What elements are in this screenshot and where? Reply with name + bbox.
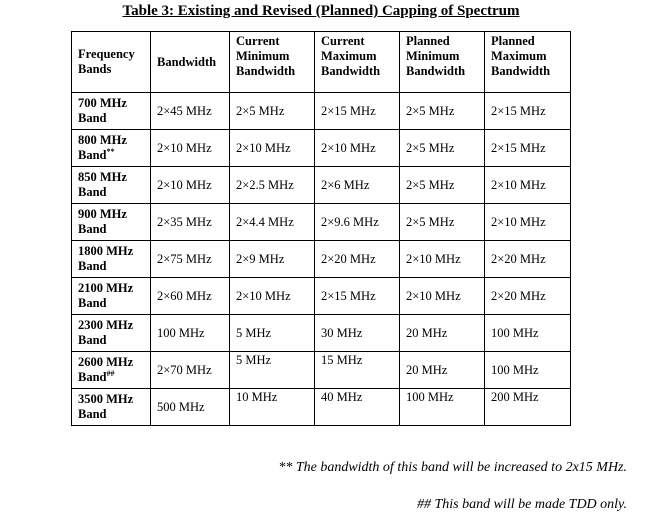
current-min-cell: 2×4.4 MHz — [230, 204, 315, 241]
band-name: 800 MHz Band — [78, 133, 127, 162]
bandwidth-cell: 2×70 MHz — [151, 352, 230, 389]
band-name: 700 MHz Band — [78, 96, 127, 125]
planned-min-cell: 2×10 MHz — [400, 278, 485, 315]
spectrum-capping-table — [71, 31, 571, 426]
current-min-cell: 2×10 MHz — [230, 130, 315, 167]
planned-max-cell: 2×10 MHz — [485, 167, 571, 204]
planned-min-cell: 2×5 MHz — [400, 130, 485, 167]
band-name: 2600 MHz Band — [78, 355, 134, 384]
current-max-cell: 2×10 MHz — [315, 130, 400, 167]
planned-min-cell: 2×5 MHz — [400, 204, 485, 241]
current-min-cell: 5 MHz — [230, 315, 315, 352]
band-cell — [72, 167, 151, 204]
table-row — [72, 241, 571, 278]
current-max-cell: 2×15 MHz — [315, 93, 400, 130]
band-name: 850 MHz Band — [78, 170, 127, 199]
header-current-minimum: Current Minimum Bandwidth — [230, 32, 315, 93]
table-row — [72, 204, 571, 241]
footnote-double-hash: ## This band will be made TDD only. — [416, 497, 627, 512]
current-max-cell: 2×6 MHz — [315, 167, 400, 204]
band-name: 1800 MHz Band — [78, 244, 134, 273]
planned-max-cell: 2×15 MHz — [485, 93, 571, 130]
band-cell — [72, 278, 151, 315]
footnote-double-asterisk: ** The bandwidth of this band will be increased to 2x15 MHz. — [278, 460, 627, 475]
header-planned-minimum: Planned Minimum Bandwidth — [400, 32, 485, 93]
header-frequency-bands: Frequency Bands — [72, 32, 151, 93]
table-row — [72, 93, 571, 130]
bandwidth-cell: 2×35 MHz — [151, 204, 230, 241]
bandwidth-cell: 100 MHz — [151, 315, 230, 352]
band-cell — [72, 130, 151, 167]
footnote-mark: ** — [106, 146, 115, 156]
table-row — [72, 352, 571, 389]
planned-min-cell: 2×5 MHz — [400, 167, 485, 204]
footnote-mark: ## — [106, 368, 115, 378]
planned-max-cell: 2×20 MHz — [485, 278, 571, 315]
current-min-cell: 2×10 MHz — [230, 278, 315, 315]
bandwidth-cell: 2×60 MHz — [151, 278, 230, 315]
current-min-cell: 5 MHz — [230, 352, 315, 389]
band-name: 900 MHz Band — [78, 207, 127, 236]
planned-min-cell: 20 MHz — [400, 315, 485, 352]
band-name: 3500 MHz Band — [78, 392, 134, 421]
planned-max-cell: 2×10 MHz — [485, 204, 571, 241]
bandwidth-cell: 2×45 MHz — [151, 93, 230, 130]
table-row — [72, 315, 571, 352]
table-row — [72, 130, 571, 167]
current-max-cell: 2×9.6 MHz — [315, 204, 400, 241]
current-max-cell: 2×20 MHz — [315, 241, 400, 278]
bandwidth-cell: 2×75 MHz — [151, 241, 230, 278]
current-min-cell: 2×2.5 MHz — [230, 167, 315, 204]
bandwidth-cell: 2×10 MHz — [151, 130, 230, 167]
planned-max-cell: 2×20 MHz — [485, 241, 571, 278]
band-name: 2300 MHz Band — [78, 318, 134, 347]
current-min-cell: 10 MHz — [230, 389, 315, 426]
table-row — [72, 167, 571, 204]
header-bandwidth: Bandwidth — [151, 32, 230, 93]
planned-min-cell: 20 MHz — [400, 352, 485, 389]
planned-min-cell: 100 MHz — [400, 389, 485, 426]
planned-min-cell: 2×5 MHz — [400, 93, 485, 130]
table-row — [72, 389, 571, 426]
current-min-cell: 2×5 MHz — [230, 93, 315, 130]
band-cell — [72, 352, 151, 389]
band-cell — [72, 241, 151, 278]
bandwidth-cell: 2×10 MHz — [151, 167, 230, 204]
band-cell — [72, 93, 151, 130]
header-current-maximum: Current Maximum Bandwidth — [315, 32, 400, 93]
current-min-cell: 2×9 MHz — [230, 241, 315, 278]
current-max-cell: 2×15 MHz — [315, 278, 400, 315]
planned-max-cell: 100 MHz — [485, 352, 571, 389]
header-planned-maximum: Planned Maximum Bandwidth — [485, 32, 571, 93]
planned-max-cell: 2×15 MHz — [485, 130, 571, 167]
current-max-cell: 30 MHz — [315, 315, 400, 352]
planned-max-cell: 200 MHz — [485, 389, 571, 426]
table-title: Table 3: Existing and Revised (Planned) Capping of Spectrum — [122, 3, 520, 19]
current-max-cell: 40 MHz — [315, 389, 400, 426]
current-max-cell: 15 MHz — [315, 352, 400, 389]
bandwidth-cell: 500 MHz — [151, 389, 230, 426]
table-row — [72, 278, 571, 315]
band-cell — [72, 204, 151, 241]
band-cell — [72, 315, 151, 352]
planned-max-cell: 100 MHz — [485, 315, 571, 352]
header-row — [72, 32, 571, 93]
band-name: 2100 MHz Band — [78, 281, 134, 310]
band-cell — [72, 389, 151, 426]
planned-min-cell: 2×10 MHz — [400, 241, 485, 278]
